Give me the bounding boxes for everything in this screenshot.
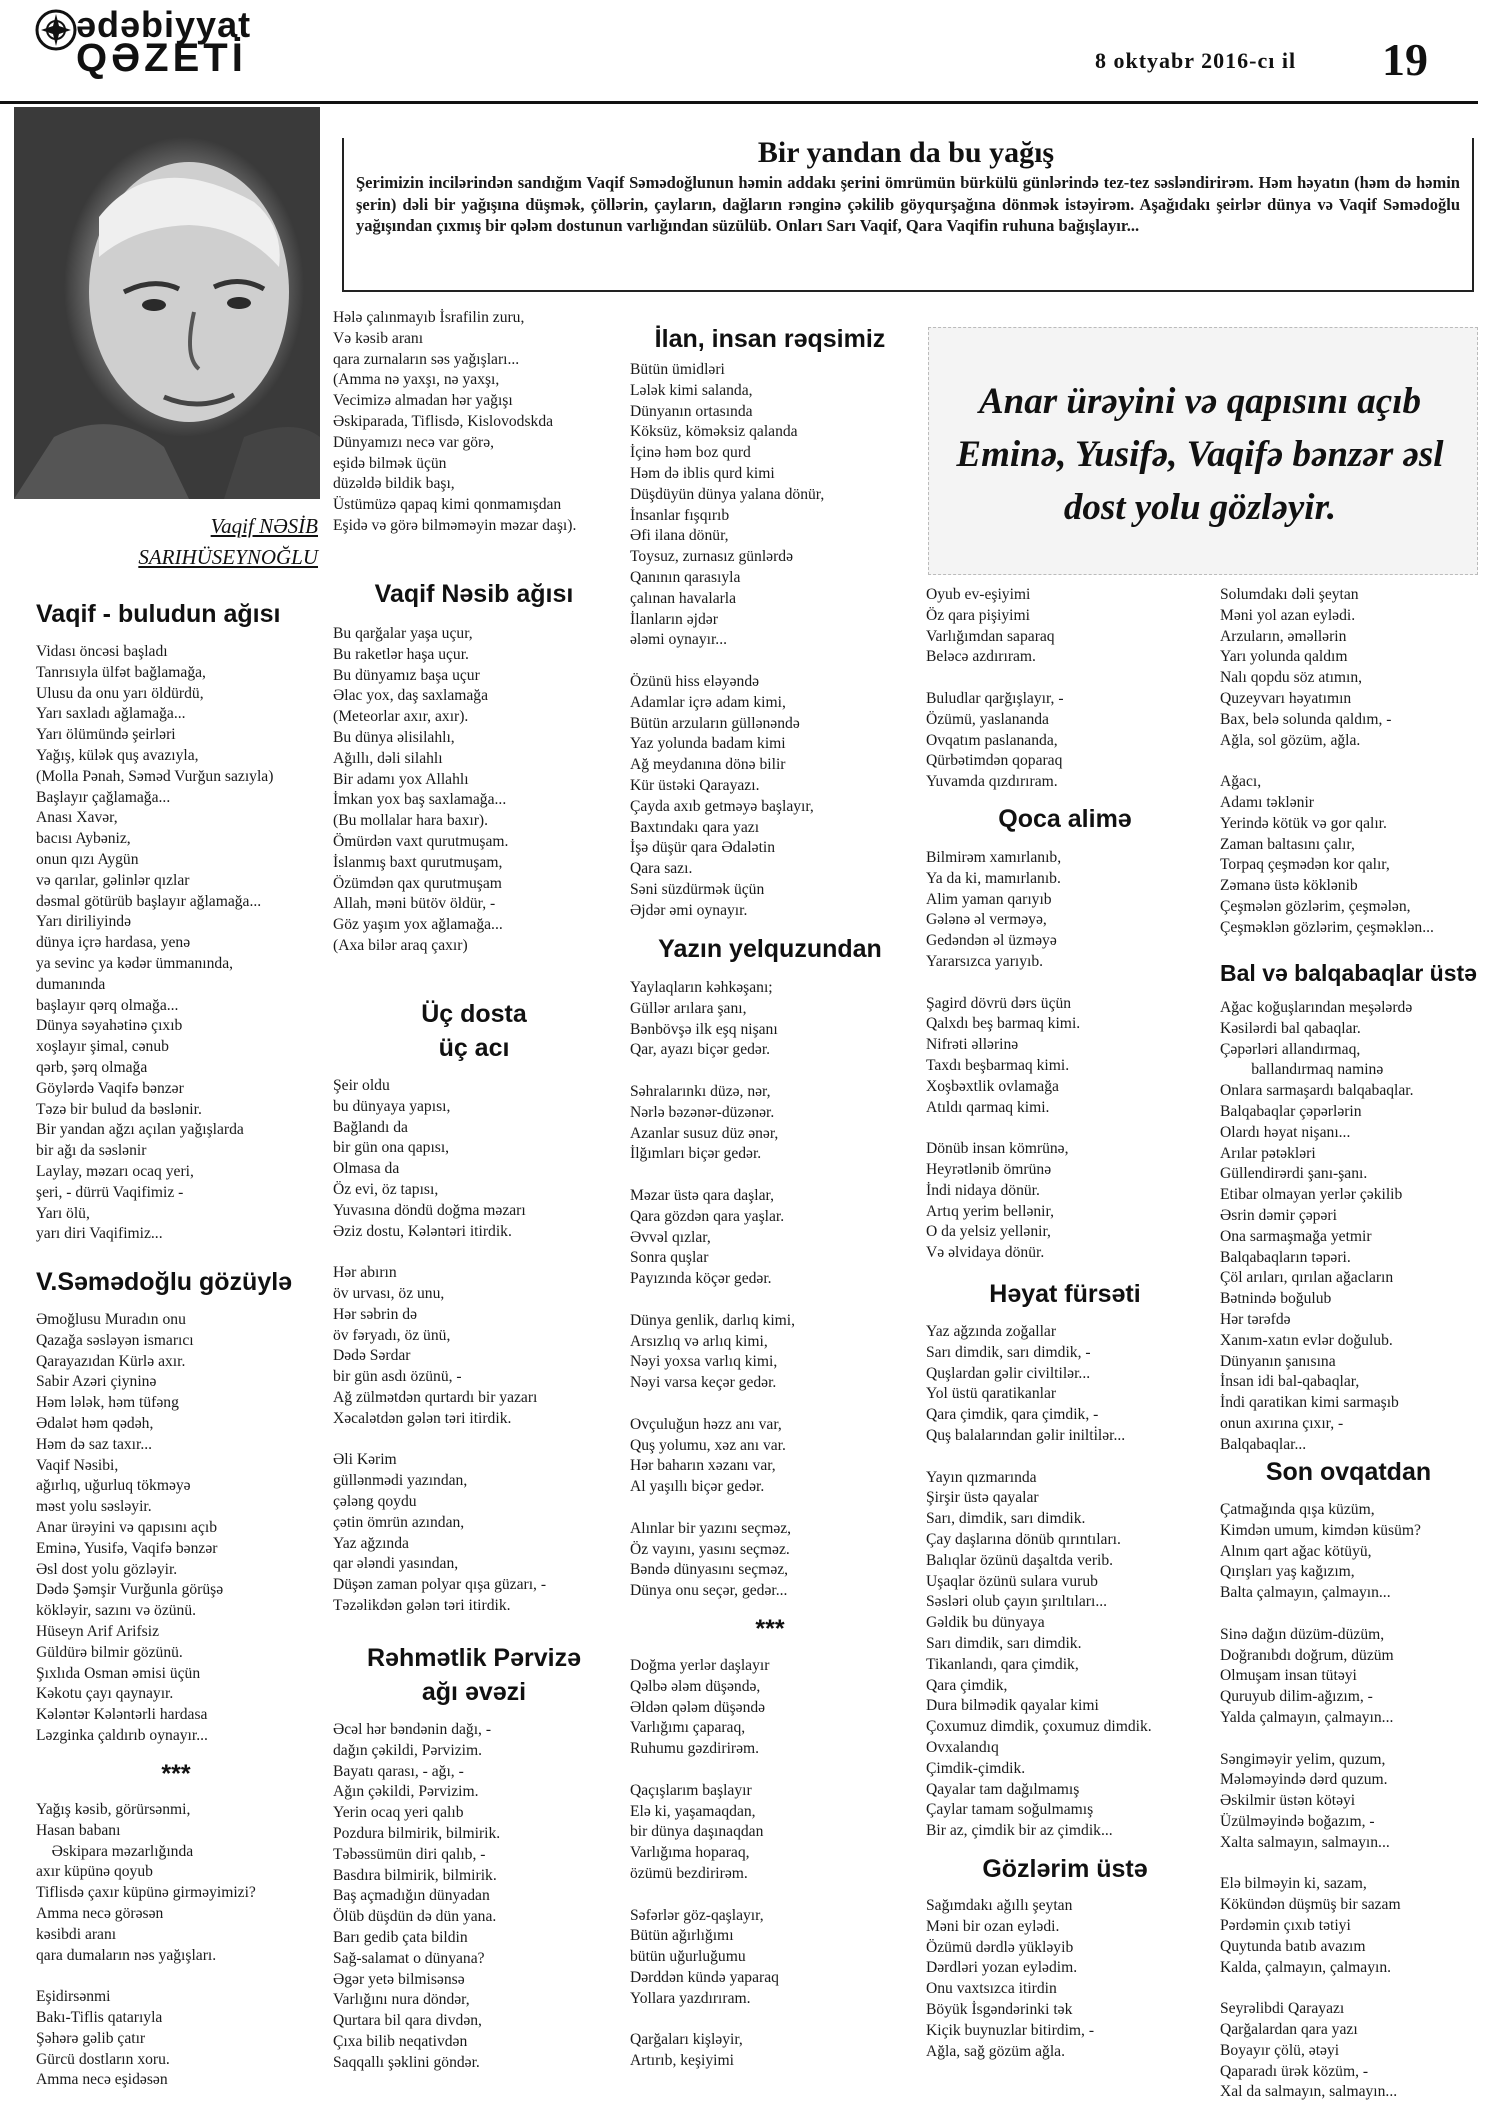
- emblem-icon: [34, 8, 78, 52]
- author-surname: SARIHÜSEYNOĞLU: [138, 545, 318, 569]
- intro-title: Bir yandan da bu yağış: [757, 136, 1055, 169]
- poem-title-gozuyle: V.Səmədoğlu gözüylə: [36, 1268, 293, 1296]
- poem-title-agi-evezi: ağı əvəzi: [421, 1678, 527, 1706]
- author-photo: [14, 107, 320, 499]
- poem-text-israfil: Hələ çalınmayıb İsrafilin zuru, Və kəsib aranı qara zurnaların səs yağışları... (Amma nə yaxşı, nə yaxşı, Vecimizə almadan hər yağışı Əskiparada, Tiflisdə, Kislovodskda Dünyamızı necə var görə, eşidə bilmək üçün düzəldə bildik başı, Üstümüzə qapaq kimi qonmamışdan Eşidə və görə bilməməyin məzar daşı).: [333, 309, 577, 534]
- page-number: 19: [1382, 34, 1428, 85]
- poem-text-buludun-agisi: Vidası öncəsi başladı Tanrısıyla ülfət bağlamağa, Ulusu da onu yarı öldürdü, Yarı saxladı ağlamağa... Yarı ölümündə şeirləri Yağış, külək quş avazıyla, (Molla Pənah, Səməd Vurğun sazıyla) Başlayır çağlamağa... Anası Xavər, bacısı Aybəniz, onun qızı Aygün və qarılar, gəlinlər qızlar dəsmal götürüb başlayır ağlamağa... Yarı diriliyində dünya içrə hardasa, yenə ya sevinc ya kədər ümmanında, dumanında başlayır qərq olmağa... Dünya səyahətinə çıxıb xoşlayır şimal, cənub qərb, şərq olmağa Göylərdə Vaqifə bənzər Təzə bir bulud da bəslənir. Bir yandan ağzı açılan yağışlarda bir ağı da səslənir Laylay, məzarı ocaq yeri, şeri, - dürrü Vaqifimiz - Yarı ölü, yarı diri Vaqifimiz...: [36, 643, 274, 1243]
- header-rule: [0, 101, 1478, 104]
- logo-line1: ədəbiyyat: [76, 4, 252, 45]
- poem-text-qoca-alime: Bilmirəm xamırlanıb, Ya da ki, mamırlanıb. Alim yaman qarıyıb Gələnə əl verməyə, Gedəndən əl üzməyə Yararsızca yarıyıb. Şagird dövrü dərs üçün Qalxdı beş barmaq kimi. Nifrəti əllərinə Taxdı beşbarmaq kimi. Xoşbəxtlik ovlamağa Atıldı qarmaq kimi. Dönüb insan kömrünə, Heyrətlənib ömrünə İndi nidaya dönür. Artıq yerim bellənir, O da yelsiz yellənir, Və əlvidaya dönür.: [926, 849, 1081, 1262]
- poem-title-heyat-fursati: Həyat fürsəti: [989, 1280, 1141, 1308]
- intro-text: Şerimizin incilərindən sandığım Vaqif Səmədoğlunun həmin addakı şerini ömrümün bürkülü günlərində tez-tez səsləndirirəm. Həm həyatın (həm də həmin şerin) dəli bir yağışına düşmək, çöllərin, çayların, dağların rənginə çəkilib göyqurşağına dönmək istəyirəm. Aşağıdakı şeirlər dünya və Vaqif Səmədoğlu yağışından çıxmış bir qələm dostunun varlığından süzülüb. Onları Sarı Vaqif, Qara Vaqifin ruhuna bağışlayır...: [356, 173, 1460, 235]
- poem-text-oyub-ev: Oyub ev-eşiyimi Öz qara pişiyimi Varlığımdan saparaq Beləcə azdırıram. Buludlar qarğışlayır, - Özümü, yaslananda Ovqatım paslananda, Qürbətimdən qoparaq Yuvamda qızdırıram.: [926, 586, 1064, 791]
- poem-title-uc-dosta: Üç dosta: [421, 1000, 527, 1028]
- author-name: Vaqif NƏSİB: [210, 514, 318, 538]
- poem-text-yagis-kesib: Yağış kəsib, görürsənmi, Hasan babanı Əskipara məzarlığında axır küpünə qoyub Tiflisdə çaxır küpünə girməyimizi? Amma necə görəsən kəsibdi aranı qara dumaların nəs yağışları. Eşidirsənmi Bakı-Tiflis qatarıyla Şəhərə gəlib çatır Gürcü dostların xoru. Amma necə eşidəsən: [36, 1801, 256, 2089]
- poem-title-vaqif-nesib-agisi: Vaqif Nəsib ağısı: [374, 580, 574, 608]
- poem-title-ilan-insan: İlan, insan rəqsimiz: [654, 325, 886, 353]
- poem-title-son-ovqatdan: Son ovqatdan: [1265, 1458, 1432, 1486]
- stars-separator-2: ***: [755, 1615, 785, 1643]
- poem-title-yazin-yelquzundan: Yazın yelquzundan: [658, 935, 882, 963]
- poem-text-solumdaki: Solumdakı dəli şeytan Məni yol azan eylədi. Arzuların, əməllərin Yarı yolunda qaldım Nalı qopdu söz atımın, Quzeyvarı həyatımın Bax, belə solunda qaldım, - Ağla, sol gözüm, ağla. Ağacı, Adamı təklənir Yerində kötük və gor qalır. Zaman baltasını çalır, Torpaq çeşmədən kor qalır, Zəmanə üstə köklənib Çeşmələn gözlərim, çeşmələn, Çeşməklən gözlərim, çeşməklən...: [1220, 586, 1434, 936]
- stars-separator: ***: [161, 1760, 191, 1788]
- poem-title-buludun-agisi: Vaqif - buludun ağısı: [36, 600, 281, 628]
- poem-text-pervize: Əcəl hər bəndənin dağı, - dağın çəkildi, Pərvizim. Bayatı qarası, - ağı, - Ağın çəkildi, Pərvizim. Yerin ocaq yeri qalıb Pozdura bilmirik, bilmirik. Təbəssümün diri qalıb, - Basdıra bilmirik, bilmirik. Baş açmadığın dünyadan Ölüb düşdün də dün yana. Barı gedib çata bildin Sağ-salamat o dünyana? Əgər yetə bilmisənsə Varlığını nura döndər, Qurtara bil qara divdən, Çıxa bilib neqativdən Saqqallı şəklini göndər.: [333, 1721, 501, 2071]
- poem-title-qoca-alime: Qoca alimə: [998, 805, 1132, 833]
- poem-title-uc-aci: üç acı: [438, 1034, 510, 1062]
- poem-text-gozuyle: Əmoğlusu Muradın onu Qazağa səsləyən ismarıcı Qarayazıdan Kürlə axır. Sabir Azəri çiyninə Həm lələk, həm tüfəng Ədalət həm qədəh, Həm də saz taxır... Vaqif Nəsibi, ağırlıq, uğurluq tökməyə məst yolu səsləyir. Anar ürəyini və qapısını açıb Eminə, Yusifə, Vaqifə bənzər Əsl dost yolu gözləyir. Dədə Şəmşir Vurğunla görüşə kökləyir, sazını və özünü. Hüseyn Arif Arifsiz Güldürə bilmir gözünü. Şıxlıda Osman əmisi üçün Kəkotu çayı qaynayır. Kələntər Kələntərli hardasa Ləzginka çaldırıb oynayır...: [36, 1311, 224, 1744]
- poem-text-gozlerim-uste: Sağımdakı ağıllı şeytan Məni bir ozan eylədi. Özümü dərdlə yükləyib Dərdləri yozan eylədim. Onu vaxtsızca itirdin Böyük İsgəndərinki tək Kiçik buynuzlar bitirdim, - Ağla, sağ gözüm ağla.: [926, 1897, 1095, 2060]
- poem-text-heyat-fursati: Yaz ağzında zoğallar Sarı dimdik, sarı dimdik, - Quşlardan gəlir civiltilər... Yol üstü qaratikanlar Qara çimdik, qara çimdik, - Quş balalarından gəlir inilti̇lər... Yayın qızmarında Şirşir üstə qayalar Sarı, dimdik, sarı dimdik. Çay daşlarına dönüb qırıntıları. Balıqlar özünü daşaltda verib. Uşaqlar özünü sulara vurub Səsləri olub çayın şırıltıları... Gəldik bu dünyaya Sarı dimdik, sarı dimdik. Tikanlandı, qara çimdik, Qara çimdik, Dura bilmədik qayalar kimi Çoxumuz dimdik, çoxumuz dimdik. Ovxalandıq Çimdik-çimdik. Qayalar tam dağılmamış Çaylar tamam soğulmamış Bir az, çimdik bir az çimdik...: [926, 1323, 1152, 1840]
- poem-title-bal-balqabaqlar: Bal və balqabaqlar üstə: [1220, 960, 1477, 986]
- poem-text-yazin-yelquzundan: Yaylaqların kəhkəşanı; Güllər arılara şanı, Bənbövşə ilk eşq nişanı Qar, ayazı biçər gedər. Səhralarınkı düzə, nər, Nərlə bəzənər-düzənər. Azanlar susuz düz ənər, İlğımları biçər gedər. Məzar üstə qara daşlar, Qara gözdən qara yaşlar. Əvvəl qızlar, Sonra quşlar Payızında köçər gedər. Dünya genlik, darlıq kimi, Arsızlıq və arlıq kimi, Nəyi yoxsa varlıq kimi, Nəyi varsa keçər gedər. Ovçuluğun həzz anı var, Quş yolumu, xəz anı var. Hər baharın xəzanı var, Al yaşıllı biçər gedər. Alınlar bir yazını seçməz, Öz vayını, yasını seçməz. Bəndə dünyasını seçməz, Dünya onu seçər, gedər...: [630, 979, 796, 1600]
- issue-date: 8 oktyabr 2016-cı il: [1095, 48, 1297, 73]
- poem-title-gozlerim-uste: Gözlərim üstə: [982, 1855, 1148, 1883]
- portrait-icon: [14, 107, 320, 499]
- poem-text-son-ovqatdan: Çatmağında qışa küzüm, Kimdən umum, kimdən küsüm? Alnım qart ağac kötüyü, Qırışları yaş kağızım, Balta çalmayın, çalmayın... Sinə dağın düzüm-düzüm, Doğranıbdı doğrum, düzüm Olmuşam insan tütəyi Quruyub dilim-ağızım, - Yalda çalmayın, çalmayın... Səngiməyir yelim, quzum, Mələməyində dərd quzum. Əskilmir üstən kötəyi Üzülməyində boğazım, - Xalta salmayın, salmayın... Elə bilməyin ki, sazam, Kökündən düşmüş bir sazam Pərdəmin çıxıb tətiyi Quytunda batıb avazım Kalda, çalmayın, çalmayın. Seyrəlibdi Qarayazı Qarğalardan qara yazı Boyayır çölü, ətəyi Qaparadı ürək közüm, - Xal da salmayın, salmayın...: [1220, 1501, 1421, 2101]
- poem-text-vaqif-nesib-agisi: Bu qarğalar yaşa uçur, Bu raketlər haşa uçur. Bu dünyamız başa uçur Əlac yox, daş saxlamağa (Meteorlar axır, axır). Bu dünya əlisilahlı, Ağıllı, dəli silahlı Bir adamı yox Allahlı İmkan yox baş saxlamağa... (Bu mollalar hara baxır). Ömürdən vaxt qurutmuşam. İslanmış baxt qurutmuşam, Özümdən qax qurutmuşam Allah, məni bütöv öldür, - Göz yaşım yox ağlamağa... (Axa bilər araq çaxır): [333, 625, 509, 954]
- poem-text-dogma-yerler: Doğma yerlər daşlayır Qəlbə ələm düşəndə, Əldən qələm düşəndə Varlığımı çaparaq, Ruhumu gəzdirirəm. Qaçışlarım başlayır Elə ki, yaşamaqdan, bir dünya daşınaqdan Varlığıma hoparaq, özümü bezdirirəm. Səfərlər göz-qaşlayır, Bütün ağırlığımı bütün uğurluğumu Dərddən kündə yaparaq Yollara yazdırıram. Qarğaları kişləyir, Artırıb, keşiyimi: [630, 1657, 779, 2070]
- poem-text-ilan-insan: Bütün ümidləri Lələk kimi salanda, Dünyanın ortasında Köksüz, köməksiz qalanda İçinə həm boz qurd Həm də iblis qurd kimi Düşdüyün dünya yalana dönür, İnsanlar fışqırıb Əfi ilana dönür, Toysuz, zurnasız günlərdə Qanının qarasıyla çalınan havalarla İlanların əjdər ələmi oynayır... Özünü hiss eləyəndə Adamlar içrə adam kimi, Bütün arzuların güllənəndə Yaz yolunda badam kimi Ağ meydanına dönə bilir Kür üstəki Qarayazı. Çayda axıb getməyə başlayır, Baxtındakı qara yazı İşə düşür qara Ədalətin Qara sazı. Səni süzdürmək üçün Əjdər əmi oynayır.: [630, 361, 825, 919]
- pull-quote: Anar ürəyini və qapısını açıb Eminə, Yusifə, Vaqifə bənzər əsl dost yolu gözləyir.: [956, 381, 1444, 528]
- logo-line2: QƏZETİ: [76, 36, 247, 80]
- poem-title-pervize: Rəhmətlik Pərvizə: [367, 1644, 581, 1672]
- poem-text-bal-balqabaqlar: Ağac koğuşlarından meşələrdə Kəsilərdi bal qabaqlar. Çəpərləri allandırmaq, ballandırmaq naminə Onlara sarmaşardı balqabaqlar. Balqabaqlar çəpərlərin Olardı həyat nişanı... Arılar pətəkləri Güllendirərdi şanı-şanı. Etibar olmayan yerlər çəkilib Əsrin dəmir çəpəri Ona sarmaşmağa yetmir Balqabaqların təpəri. Çöl arıları, qırılan ağacların Bətnində boğulub Hər tərəfdə Xanım-xatın evlər doğulub. Dünyanın şanısına İnsan idi bal-qabaqlar, İndi qaratikan kimi sarmaşıb onun axırına çıxır, - Balqabaqlar...: [1220, 999, 1414, 1453]
- poem-text-uc-dosta: Şeir oldu bu dünyaya yapısı, Bağlandı da bir gün ona qapısı, Olmasa da Öz evi, öz tapısı, Yuvasına döndü doğma məzarı Əziz dostu, Kələntəri itirdik. Hər abırın öv urvası, öz unu, Hər səbrin də öv fəryadı, öz ünü, Dədə Sərdar bir gün asdı özünü, - Ağ zülmətdən qurtardı bir yazarı Xəcalətdən gələn təri itirdik. Əli Kərim güllənmədi yazından, çələng qoydu çətin ömrün azından, Yaz ağzında qar ələndi yasından, Düşən zaman polyar qışa güzarı, - Təzəlikdən gələn təri itirdik.: [333, 1077, 547, 1614]
